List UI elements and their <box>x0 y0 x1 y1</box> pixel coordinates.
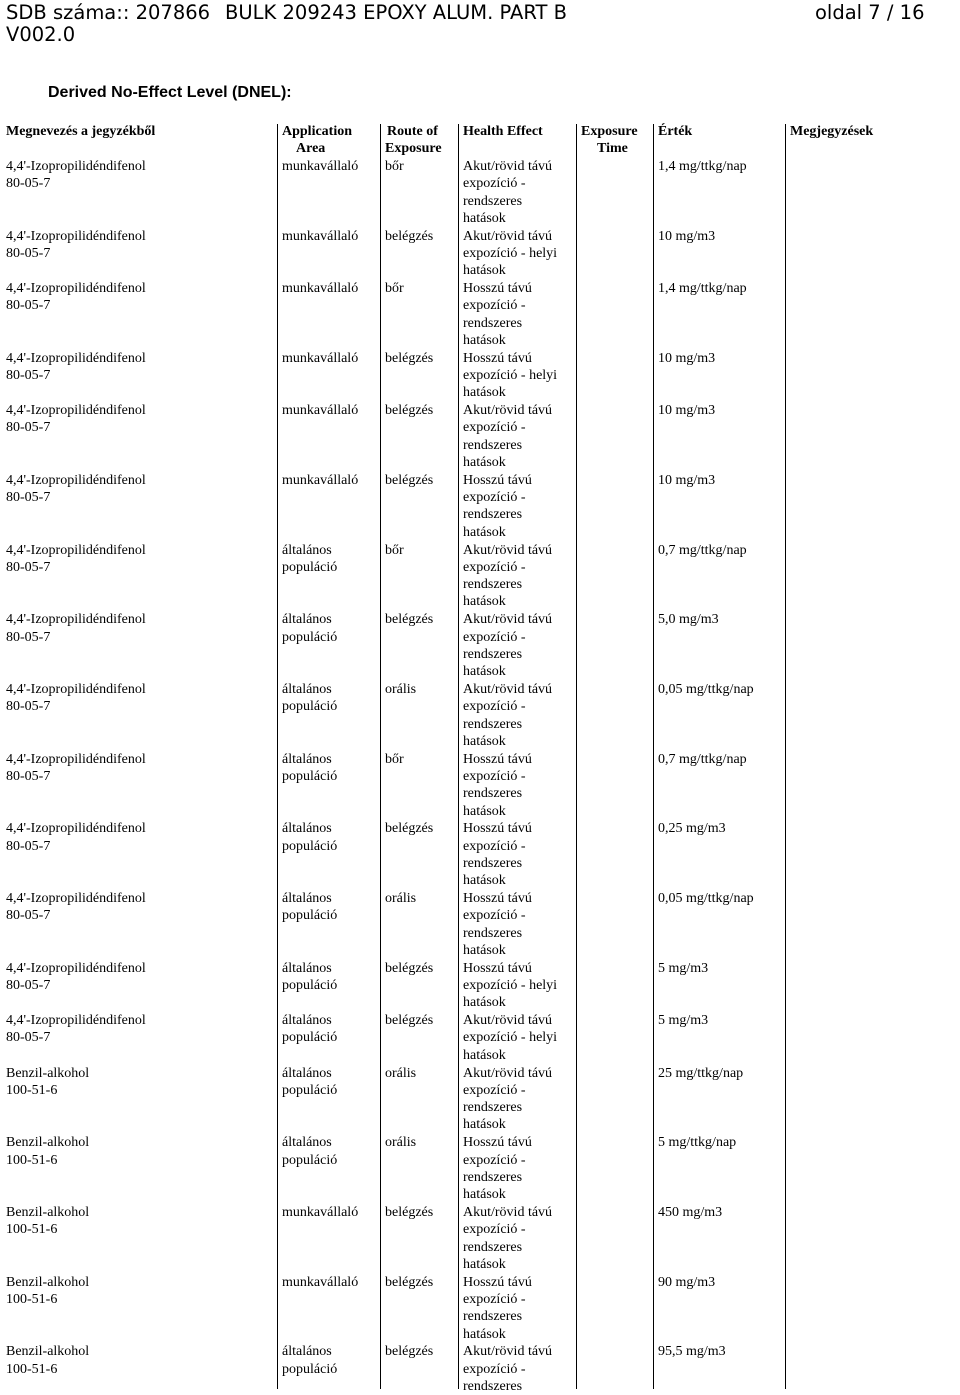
header-application-area <box>282 123 352 157</box>
cell-line: munkavállaló <box>282 403 359 419</box>
cell-application-area <box>282 350 358 367</box>
cell-health-effect <box>463 402 552 471</box>
cell-line: expozíció - <box>463 629 526 645</box>
cell-line: 80-05-7 <box>6 978 51 994</box>
cell-line: Akut/rövid távú <box>463 1065 553 1081</box>
cell-value: 0,05 mg/ttkg/nap <box>658 682 754 697</box>
cell-line: rendszeres <box>463 315 523 331</box>
cell-line: 4,4'-Izopropilidéndifenol <box>6 472 146 488</box>
cell-line: 80-05-7 <box>6 838 51 854</box>
cell-line: munkavállaló <box>282 1274 359 1290</box>
cell-line: 80-05-7 <box>6 768 51 784</box>
cell-line: expozíció - helyi <box>463 368 558 384</box>
cell-line: Benzil-alkohol <box>6 1135 90 1151</box>
cell-route: belégzés <box>385 1344 434 1360</box>
header-line: Time <box>597 141 628 156</box>
cell-route: belégzés <box>385 1274 434 1290</box>
cell-route: belégzés <box>385 821 434 837</box>
cell-line: expozíció - <box>463 699 526 715</box>
cell-line: általános <box>282 1135 332 1151</box>
cell-health-effect <box>463 681 552 750</box>
header-route <box>385 123 442 157</box>
cell-line: 80-05-7 <box>6 368 51 384</box>
cell-application-area <box>282 280 358 297</box>
cell-value: 95,5 mg/m3 <box>658 1344 726 1360</box>
cell-substance <box>6 542 146 577</box>
cell-health-effect <box>463 158 552 227</box>
cell-line: általános <box>282 682 332 697</box>
cell-health-effect <box>463 1204 552 1273</box>
cell-substance <box>6 1012 146 1047</box>
cell-route: belégzés <box>385 960 434 976</box>
cell-health-effect <box>463 280 532 349</box>
cell-line: expozíció - <box>463 1082 526 1098</box>
cell-line: populáció <box>282 559 338 575</box>
cell-line: hatások <box>463 1326 506 1342</box>
cell-route: orális <box>385 891 417 907</box>
header-line: Application <box>282 124 353 139</box>
cell-substance <box>6 402 146 437</box>
cell-health-effect <box>463 1134 532 1203</box>
cell-value: 1,4 mg/ttkg/nap <box>658 159 747 174</box>
cell-substance <box>6 960 146 995</box>
cell-line: hatások <box>463 263 506 279</box>
cell-line: hatások <box>463 385 506 401</box>
cell-line: általános <box>282 1344 332 1360</box>
cell-application-area <box>282 472 358 489</box>
cell-line: munkavállaló <box>282 350 359 366</box>
cell-application-area <box>282 542 337 577</box>
cell-substance <box>6 158 146 193</box>
cell-line: munkavállaló <box>282 1205 359 1220</box>
cell-health-effect <box>463 350 557 402</box>
cell-line: populáció <box>282 699 338 715</box>
cell-line: populáció <box>282 629 338 645</box>
cell-line: expozíció - <box>463 1222 526 1238</box>
header-remarks: Megjegyzések <box>790 124 874 139</box>
cell-application-area <box>282 611 337 646</box>
cell-value: 90 mg/m3 <box>658 1274 716 1290</box>
cell-value: 25 mg/ttkg/nap <box>658 1065 744 1081</box>
cell-line: általános <box>282 542 332 558</box>
cell-line: 80-05-7 <box>6 699 51 715</box>
cell-application-area <box>282 1343 337 1378</box>
version: V002.0 <box>6 23 76 46</box>
cell-value: 10 mg/m3 <box>658 472 716 488</box>
cell-line: 4,4'-Izopropilidéndifenol <box>6 281 146 297</box>
cell-line: hatások <box>463 455 506 471</box>
page-number: oldal 7 / 16 <box>815 1 925 24</box>
cell-substance <box>6 751 146 786</box>
cell-line: expozíció - helyi <box>463 245 558 261</box>
cell-line: 80-05-7 <box>6 298 51 314</box>
cell-line: munkavállaló <box>282 472 359 488</box>
cell-health-effect <box>463 611 552 680</box>
cell-substance <box>6 350 146 385</box>
cell-line: Benzil-alkohol <box>6 1274 90 1290</box>
cell-line: Hosszú távú <box>463 891 532 907</box>
header-name: Megnevezés a jegyzékből <box>6 124 156 139</box>
cell-line: hatások <box>463 1047 506 1063</box>
cell-health-effect <box>463 960 557 1012</box>
cell-line: hatások <box>463 332 506 348</box>
cell-line: Akut/rövid távú <box>463 1344 553 1360</box>
cell-line: rendszeres <box>463 1239 523 1255</box>
cell-health-effect <box>463 1274 532 1343</box>
cell-health-effect <box>463 1065 552 1134</box>
cell-health-effect <box>463 1012 557 1064</box>
cell-value: 0,7 mg/ttkg/nap <box>658 751 747 767</box>
column-divider <box>653 124 654 1389</box>
cell-line: 4,4'-Izopropilidéndifenol <box>6 751 146 767</box>
cell-value: 0,7 mg/ttkg/nap <box>658 542 747 558</box>
cell-line: Akut/rövid távú <box>463 228 553 244</box>
cell-line: rendszeres <box>463 1100 523 1116</box>
cell-line: rendszeres <box>463 646 523 662</box>
cell-line: általános <box>282 751 332 767</box>
cell-line: 4,4'-Izopropilidéndifenol <box>6 159 146 174</box>
cell-line: 4,4'-Izopropilidéndifenol <box>6 682 146 697</box>
cell-application-area <box>282 1134 337 1169</box>
cell-line: expozíció - <box>463 838 526 854</box>
header-line: Area <box>296 141 326 156</box>
cell-substance <box>6 820 146 855</box>
cell-route: belégzés <box>385 612 434 628</box>
cell-application-area <box>282 890 337 925</box>
cell-line: 80-05-7 <box>6 490 51 506</box>
cell-line: hatások <box>463 995 506 1011</box>
cell-value: 0,25 mg/m3 <box>658 821 726 837</box>
column-divider <box>458 124 459 1389</box>
cell-application-area <box>282 820 337 855</box>
cell-line: Hosszú távú <box>463 472 532 488</box>
cell-line: munkavállaló <box>282 281 359 297</box>
cell-line: rendszeres <box>463 437 523 453</box>
cell-application-area <box>282 1204 358 1221</box>
cell-value: 10 mg/m3 <box>658 403 716 419</box>
cell-line: hatások <box>463 210 506 226</box>
cell-line: rendszeres <box>463 1309 523 1325</box>
cell-route: belégzés <box>385 1013 434 1029</box>
cell-line: expozíció - helyi <box>463 978 558 994</box>
cell-health-effect <box>463 472 532 541</box>
cell-line: 100-51-6 <box>6 1152 58 1168</box>
cell-value: 450 mg/m3 <box>658 1205 723 1220</box>
cell-health-effect <box>463 1343 552 1395</box>
cell-application-area <box>282 681 337 716</box>
cell-value: 5 mg/m3 <box>658 1013 709 1029</box>
cell-line: hatások <box>463 1187 506 1203</box>
cell-line: Hosszú távú <box>463 960 532 976</box>
cell-health-effect <box>463 820 532 889</box>
cell-line: rendszeres <box>463 925 523 941</box>
cell-line: 100-51-6 <box>6 1222 58 1238</box>
column-divider <box>576 124 577 1389</box>
cell-application-area <box>282 228 358 245</box>
cell-route: bőr <box>385 751 404 767</box>
cell-line: Benzil-alkohol <box>6 1065 90 1081</box>
cell-value: 5,0 mg/m3 <box>658 612 719 628</box>
section-title: Derived No-Effect Level (DNEL): <box>48 84 292 101</box>
cell-health-effect <box>463 890 532 959</box>
cell-line: 80-05-7 <box>6 420 51 436</box>
cell-line: Benzil-alkohol <box>6 1344 90 1360</box>
cell-line: Hosszú távú <box>463 1135 532 1151</box>
cell-substance <box>6 472 146 507</box>
cell-route: belégzés <box>385 472 434 488</box>
column-divider <box>380 124 381 1389</box>
cell-line: populáció <box>282 1361 338 1377</box>
header-line: Route of <box>387 124 438 139</box>
cell-line: expozíció - helyi <box>463 1030 558 1046</box>
cell-value: 5 mg/ttkg/nap <box>658 1135 737 1151</box>
cell-line: Akut/rövid távú <box>463 682 553 697</box>
cell-line: expozíció - <box>463 768 526 784</box>
cell-route: belégzés <box>385 350 434 366</box>
cell-line: expozíció - <box>463 490 526 506</box>
header-exposure-time <box>581 123 638 157</box>
column-divider <box>785 124 786 1389</box>
cell-line: hatások <box>463 594 506 610</box>
cell-line: általános <box>282 1065 332 1081</box>
cell-line: 100-51-6 <box>6 1082 58 1098</box>
cell-health-effect <box>463 542 552 611</box>
cell-line: Hosszú távú <box>463 1274 532 1290</box>
cell-line: Akut/rövid távú <box>463 403 553 419</box>
cell-route: bőr <box>385 542 404 558</box>
sdb-number: SDB száma:: 207866 <box>6 1 211 24</box>
cell-line: hatások <box>463 873 506 889</box>
cell-line: 80-05-7 <box>6 176 51 192</box>
cell-substance <box>6 1204 89 1239</box>
cell-line: általános <box>282 891 332 907</box>
cell-line: Akut/rövid távú <box>463 159 553 174</box>
cell-line: általános <box>282 960 332 976</box>
cell-line: rendszeres <box>463 507 523 523</box>
cell-line: hatások <box>463 942 506 958</box>
cell-line: 4,4'-Izopropilidéndifenol <box>6 403 146 419</box>
cell-substance <box>6 280 146 315</box>
cell-application-area <box>282 158 358 175</box>
cell-line: 80-05-7 <box>6 559 51 575</box>
cell-line: populáció <box>282 1152 338 1168</box>
cell-line: hatások <box>463 1256 506 1272</box>
cell-route: orális <box>385 682 417 697</box>
cell-line: Akut/rövid távú <box>463 612 553 628</box>
cell-application-area <box>282 960 337 995</box>
cell-line: rendszeres <box>463 1378 523 1394</box>
cell-line: rendszeres <box>463 193 523 209</box>
cell-line: expozíció - <box>463 908 526 924</box>
cell-line: 4,4'-Izopropilidéndifenol <box>6 960 146 976</box>
cell-line: hatások <box>463 524 506 540</box>
cell-line: populáció <box>282 1030 338 1046</box>
cell-line: hatások <box>463 664 506 680</box>
header-line: Exposure <box>385 141 442 156</box>
cell-line: 4,4'-Izopropilidéndifenol <box>6 228 146 244</box>
cell-line: populáció <box>282 1082 338 1098</box>
cell-line: Hosszú távú <box>463 821 532 837</box>
cell-line: rendszeres <box>463 855 523 871</box>
cell-line: 80-05-7 <box>6 629 51 645</box>
cell-line: expozíció - <box>463 176 526 192</box>
cell-line: 4,4'-Izopropilidéndifenol <box>6 1013 146 1029</box>
cell-substance <box>6 611 146 646</box>
cell-line: rendszeres <box>463 786 523 802</box>
cell-line: 80-05-7 <box>6 245 51 261</box>
cell-line: Akut/rövid távú <box>463 542 553 558</box>
cell-value: 5 mg/m3 <box>658 960 709 976</box>
cell-substance <box>6 1274 89 1309</box>
cell-line: expozíció - <box>463 1152 526 1168</box>
cell-substance <box>6 1134 89 1169</box>
cell-line: expozíció - <box>463 1361 526 1377</box>
cell-line: munkavállaló <box>282 228 359 244</box>
cell-line: 4,4'-Izopropilidéndifenol <box>6 542 146 558</box>
cell-substance <box>6 228 146 263</box>
cell-value: 10 mg/m3 <box>658 350 716 366</box>
cell-route: bőr <box>385 281 404 297</box>
cell-line: expozíció - <box>463 559 526 575</box>
cell-substance <box>6 1065 89 1100</box>
cell-line: populáció <box>282 838 338 854</box>
cell-route: belégzés <box>385 1205 434 1220</box>
cell-line: Akut/rövid távú <box>463 1013 553 1029</box>
cell-value: 1,4 mg/ttkg/nap <box>658 281 747 297</box>
cell-line: hatások <box>463 1117 506 1133</box>
cell-application-area <box>282 402 358 419</box>
cell-line: általános <box>282 1013 332 1029</box>
header-value: Érték <box>658 124 693 139</box>
cell-application-area <box>282 1274 358 1291</box>
cell-route: orális <box>385 1135 417 1151</box>
cell-route: belégzés <box>385 228 434 244</box>
cell-line: populáció <box>282 768 338 784</box>
cell-line: 100-51-6 <box>6 1361 58 1377</box>
cell-line: rendszeres <box>463 577 523 593</box>
cell-value: 10 mg/m3 <box>658 228 716 244</box>
cell-line: általános <box>282 821 332 837</box>
cell-substance <box>6 1343 89 1378</box>
cell-application-area <box>282 1065 337 1100</box>
cell-line: 4,4'-Izopropilidéndifenol <box>6 612 146 628</box>
cell-line: 80-05-7 <box>6 1030 51 1046</box>
cell-route: orális <box>385 1065 417 1081</box>
cell-route: belégzés <box>385 403 434 419</box>
cell-line: rendszeres <box>463 716 523 732</box>
cell-application-area <box>282 751 337 786</box>
cell-line: munkavállaló <box>282 159 359 174</box>
cell-value: 0,05 mg/ttkg/nap <box>658 891 754 907</box>
cell-substance <box>6 681 146 716</box>
cell-application-area <box>282 1012 337 1047</box>
cell-health-effect <box>463 228 557 280</box>
header-health-effect: Health Effect <box>463 124 543 139</box>
product-name: BULK 209243 EPOXY ALUM. PART B <box>225 1 567 24</box>
cell-line: expozíció - <box>463 1291 526 1307</box>
cell-line: általános <box>282 612 332 628</box>
column-divider <box>277 124 278 1389</box>
cell-line: 100-51-6 <box>6 1291 58 1307</box>
cell-line: populáció <box>282 978 338 994</box>
cell-line: 4,4'-Izopropilidéndifenol <box>6 821 146 837</box>
cell-line: Akut/rövid távú <box>463 1205 553 1220</box>
cell-route: bőr <box>385 159 404 174</box>
cell-line: expozíció - <box>463 420 526 436</box>
cell-line: Hosszú távú <box>463 281 532 297</box>
cell-health-effect <box>463 751 532 820</box>
cell-line: Benzil-alkohol <box>6 1205 90 1220</box>
cell-line: 4,4'-Izopropilidéndifenol <box>6 891 146 907</box>
cell-line: hatások <box>463 733 506 749</box>
header-line: Exposure <box>581 124 638 139</box>
cell-line: 4,4'-Izopropilidéndifenol <box>6 350 146 366</box>
cell-line: 80-05-7 <box>6 908 51 924</box>
cell-line: hatások <box>463 803 506 819</box>
cell-line: Hosszú távú <box>463 350 532 366</box>
cell-line: rendszeres <box>463 1169 523 1185</box>
cell-substance <box>6 890 146 925</box>
cell-line: Hosszú távú <box>463 751 532 767</box>
cell-line: expozíció - <box>463 298 526 314</box>
cell-line: populáció <box>282 908 338 924</box>
